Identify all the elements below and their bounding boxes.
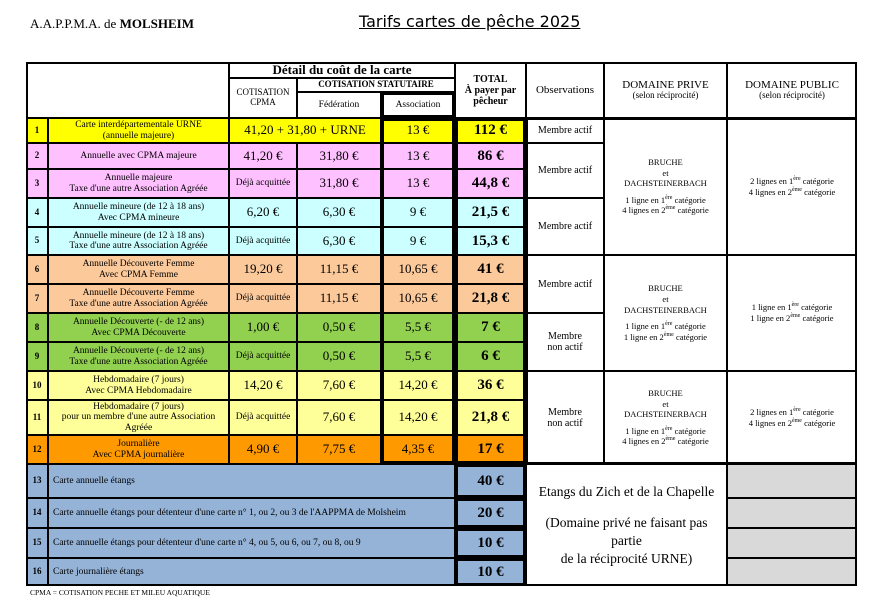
row-federation-text: 7,60 € — [322, 377, 356, 393]
observations-label: Observations — [535, 83, 595, 96]
row-association-text: 14,20 € — [398, 409, 438, 425]
etang-row-number — [26, 528, 48, 558]
etang-public-empty — [727, 528, 857, 558]
etangs-note-line1: Etangs du Zich et de la Chapelle — [538, 483, 715, 499]
domaine-public-group3-cat0-suffix: catégorie — [800, 406, 834, 417]
etang-row-total — [455, 464, 526, 498]
domaine-public-group1-cat0-prefix: 2 lignes en 1 — [750, 175, 794, 186]
domaine-prive-group1 — [604, 118, 727, 255]
etangs-note — [526, 464, 727, 586]
domaine-prive-group1-cat0 — [625, 195, 706, 206]
row-label-line2: Taxe d'une autre Association Agréée — [69, 183, 208, 194]
row-label-line1: Hebdomadaire (7 jours) — [93, 401, 184, 412]
row-federation-text: 31,80 € — [319, 147, 359, 163]
domaine-public-group2-cat0-suffix: catégorie — [798, 302, 833, 313]
row-label — [48, 255, 229, 284]
dom-bruche: BRUCHE — [648, 283, 683, 294]
domaine-prive-group2-cat1-suffix: catégorie — [673, 331, 708, 342]
row-cpma — [229, 371, 297, 400]
header-association — [381, 92, 455, 118]
row-number — [26, 143, 48, 169]
row-federation-text: 31,80 € — [319, 175, 359, 191]
domaine-prive-group1-cat0-suffix: catégorie — [672, 194, 706, 205]
domaine-public-group2-cat0 — [752, 302, 833, 313]
row-label-line2: Avec CPMA Femme — [99, 269, 178, 280]
etang-label-text: Carte annuelle étangs pour détenteur d'une carte n° 1, ou 2, ou 3 de l'AAPPMA de Molsheim — [53, 507, 406, 518]
row-total-text: 86 € — [477, 147, 504, 164]
row-association — [381, 400, 455, 435]
row-number — [26, 169, 48, 198]
domaine-prive-group3-cat0-suffix: catégorie — [672, 425, 706, 436]
row-total — [455, 371, 526, 400]
row-label — [48, 143, 229, 169]
total-l1: TOTAL — [473, 73, 508, 85]
etang-number-text: 16 — [32, 566, 42, 577]
row-total-text: 6 € — [481, 348, 500, 365]
row-federation-text: 7,60 € — [322, 409, 356, 425]
row-label — [48, 313, 229, 342]
etang-row-number — [26, 498, 48, 528]
row-total — [455, 400, 526, 435]
row-cpma — [229, 255, 297, 284]
row-total — [455, 313, 526, 342]
row-number-text: 2 — [34, 150, 40, 161]
row-cpma-text: 41,20 € — [243, 147, 283, 163]
organization-name: A.A.P.P.M.A. de MOLSHEIM — [30, 16, 194, 31]
row-association-text: 10,65 € — [398, 261, 438, 277]
domaine-public-group3-cat1 — [749, 418, 835, 429]
etang-public-empty — [727, 558, 857, 586]
obs-rows-6-7 — [526, 255, 604, 313]
dom-et: et — [662, 294, 669, 305]
row-association — [381, 342, 455, 371]
row-number-text: 4 — [34, 206, 40, 217]
row-cpma-text: Déjà acquittée — [235, 178, 291, 189]
etangs-note-line4: de la réciprocité URNE) — [560, 550, 693, 566]
row-cpma — [229, 198, 297, 227]
row-association — [381, 198, 455, 227]
domaine-public-group3 — [727, 371, 857, 464]
etang-number-text: 14 — [32, 507, 42, 518]
domaine-public-group1-cat1-prefix: 4 lignes en 2 — [748, 186, 792, 197]
row-association — [381, 143, 455, 169]
row-association-text: 5,5 € — [405, 319, 431, 335]
domaine-public-group2-cat0-sup: ère — [791, 302, 799, 309]
row-association — [381, 435, 455, 464]
obs-text-1: Membre — [548, 331, 582, 342]
row-total — [455, 118, 526, 143]
row-cpma-text: Déjà acquittée — [235, 235, 291, 246]
obs-rows-4-5 — [526, 198, 604, 255]
row-cpma-text: Déjà acquittée — [235, 412, 291, 423]
row-total — [455, 435, 526, 464]
row-number-text: 8 — [34, 321, 40, 332]
row-label — [48, 284, 229, 313]
detail-label: Détail du coût de la carte — [272, 62, 412, 77]
row-total-text: 44,8 € — [471, 175, 510, 192]
etang-row-label — [48, 464, 455, 498]
header-cpma — [229, 78, 297, 118]
row-federation-text: 0,50 € — [322, 348, 356, 364]
domaine-public-group3-cat0-sup: ère — [793, 407, 801, 414]
row-federation — [297, 313, 381, 342]
row-federation-text: 6,30 € — [322, 204, 356, 220]
row-federation-text: 11,15 € — [319, 290, 359, 306]
row-association-text: 14,20 € — [398, 377, 438, 393]
domaine-public-group1-cat0-sup: ère — [793, 176, 801, 183]
dom-et: et — [662, 398, 669, 409]
header-total — [455, 62, 526, 118]
row-number-text: 10 — [32, 379, 42, 390]
domaine-prive-group3-cat1-sup: ème — [665, 436, 676, 443]
domaine-public-group2-cat1-suffix: catégorie — [800, 313, 834, 323]
etang-public-empty — [727, 464, 857, 498]
etang-row-total — [455, 528, 526, 558]
row-number-text: 3 — [34, 177, 40, 188]
row-cpma — [229, 435, 297, 464]
header-domaine-public — [727, 62, 857, 118]
dom-dachstein: DACHSTEINERBACH — [624, 178, 707, 189]
domaine-prive-group2-cat1-sup: ème — [663, 332, 674, 339]
federation-label: Fédération — [318, 99, 360, 110]
dom-bruche: BRUCHE — [648, 156, 683, 167]
row-number — [26, 118, 48, 143]
domaine-prive-group3-cat1 — [622, 436, 708, 447]
obs-rows-2-3 — [526, 143, 604, 198]
domaine-public-group2-cat1-prefix: 1 ligne en 2 — [750, 313, 791, 323]
row-number — [26, 342, 48, 371]
domaine-prive-group1-cat0-sup: ère — [665, 194, 673, 201]
row-label-line1: Hebdomadaire (7 jours) — [93, 375, 184, 386]
row-label-line1: Annuelle Découverte (- de 12 ans) — [72, 346, 205, 357]
domaine-prive-group3-cat1-prefix: 4 lignes en 2 — [622, 436, 666, 447]
obs-text: Membre actif — [537, 278, 593, 290]
row-federation — [297, 227, 381, 255]
row-label-line1: Annuelle avec CPMA majeure — [80, 150, 197, 161]
row-association-text: 13 € — [406, 147, 430, 163]
domaine-prive-group1-cat0-prefix: 1 ligne en 1 — [625, 194, 666, 205]
row-total — [455, 284, 526, 313]
domaine-prive-group1-cat1 — [622, 205, 708, 216]
row-total-text: 17 € — [477, 441, 504, 458]
dom-et: et — [662, 167, 669, 178]
row-association — [381, 118, 455, 143]
dpub-sub: (selon réciprocité) — [759, 90, 825, 101]
header-detail — [229, 62, 455, 78]
row-association-text: 9 € — [409, 204, 427, 220]
row-number-text: 7 — [34, 292, 40, 303]
domaine-public-group1-cat0 — [750, 176, 834, 187]
domaine-public-group2-cat1 — [750, 313, 833, 324]
row-cpma — [229, 227, 297, 255]
row-cpma-combined — [229, 118, 381, 143]
row-number — [26, 198, 48, 227]
domaine-public-group3-cat0 — [750, 407, 834, 418]
statutaire-label: COTISATION STATUTAIRE — [318, 79, 434, 90]
row-total — [455, 255, 526, 284]
row-label-line1: Annuelle Découverte Femme — [82, 259, 195, 270]
etang-row-label — [48, 528, 455, 558]
domaine-prive-group3 — [604, 371, 727, 464]
row-federation — [297, 255, 381, 284]
row-number-text: 6 — [34, 263, 40, 274]
row-label-line2: Taxe d'une autre Association Agréée — [69, 356, 208, 367]
row-total-text: 112 € — [474, 122, 507, 139]
dp-sub: (selon réciprocité) — [632, 90, 699, 101]
header-observations — [526, 62, 604, 118]
row-federation — [297, 284, 381, 313]
domaine-public-group1-cat0-suffix: catégorie — [800, 175, 834, 186]
row-label — [48, 342, 229, 371]
row-cpma — [229, 342, 297, 371]
domaine-prive-group2-cat1 — [624, 332, 707, 343]
dom-bruche: BRUCHE — [648, 387, 683, 398]
domaine-public-group2-cat0-prefix: 1 ligne en 1 — [751, 302, 792, 313]
row-association-text: 9 € — [409, 232, 427, 248]
tariff-table — [26, 62, 857, 586]
etang-total-text: 10 € — [477, 534, 504, 551]
row-label — [48, 227, 229, 255]
row-total-text: 21,8 € — [471, 409, 510, 426]
row-total-text: 36 € — [477, 377, 504, 394]
etang-total-text: 10 € — [477, 563, 504, 580]
etang-number-text: 15 — [32, 537, 42, 548]
header-statutaire — [297, 78, 455, 92]
etangs-note-line2: (Domaine privé ne faisant pas — [545, 515, 708, 531]
row-federation — [297, 342, 381, 371]
row-label — [48, 169, 229, 198]
domaine-prive-group3-cat1-suffix: catégorie — [675, 436, 709, 447]
obs-row1 — [526, 118, 604, 143]
domaine-prive-group1-cat1-prefix: 4 lignes en 2 — [622, 205, 666, 216]
row-total-text: 41 € — [477, 261, 504, 278]
row-total-text: 7 € — [481, 319, 500, 336]
dpub-title: DOMAINE PUBLIC — [745, 79, 839, 91]
row-association — [381, 227, 455, 255]
row-total — [455, 227, 526, 255]
obs-text: Membre actif — [537, 165, 593, 176]
domaine-prive-group3-cat0 — [625, 426, 706, 437]
row-number-text: 1 — [34, 124, 40, 135]
etang-row-number — [26, 464, 48, 498]
row-label-line1: Annuelle Découverte Femme — [82, 288, 195, 299]
dom-dachstein: DACHSTEINERBACH — [624, 304, 707, 315]
row-total-text: 15,3 € — [471, 232, 510, 249]
row-federation — [297, 435, 381, 464]
row-label — [48, 435, 229, 464]
row-number — [26, 255, 48, 284]
row-federation-text: 11,15 € — [319, 261, 359, 277]
obs-text: Membre actif — [537, 125, 593, 136]
etang-row-total — [455, 498, 526, 528]
row-total — [455, 143, 526, 169]
row-association — [381, 169, 455, 198]
etang-row-label — [48, 498, 455, 528]
page-title: Tarifs cartes de pêche 2025 — [359, 12, 581, 31]
row-association-text: 13 € — [406, 175, 430, 191]
row-federation — [297, 400, 381, 435]
row-association-text: 13 € — [406, 122, 430, 138]
cpma-label: COTISATION CPMA — [236, 87, 290, 107]
row-association — [381, 313, 455, 342]
etang-row-total — [455, 558, 526, 586]
row-label-line1: Annuelle Découverte (- de 12 ans) — [72, 317, 205, 328]
domaine-public-group2-cat1-sup: ème — [790, 313, 801, 320]
row-cpma — [229, 313, 297, 342]
domaine-public-group3-cat1-prefix: 4 lignes en 2 — [748, 417, 792, 428]
row-association-text: 4,35 € — [401, 441, 435, 457]
row-number-text: 9 — [34, 350, 40, 361]
row-label — [48, 371, 229, 400]
row-label-line1: Annuelle mineure (de 12 à 18 ans) — [72, 230, 205, 241]
row-label-line2: Taxe d'une autre Association Agréée — [69, 298, 208, 309]
obs-rows-10-12 — [526, 371, 604, 464]
domaine-prive-group1-cat1-sup: ème — [665, 205, 676, 212]
domaine-public-group1-cat1-suffix: catégorie — [801, 186, 836, 197]
row-total — [455, 342, 526, 371]
row-cpma-text: 6,20 € — [246, 204, 280, 220]
row-number — [26, 400, 48, 435]
row-federation — [297, 143, 381, 169]
row-label — [48, 118, 229, 143]
etang-public-empty — [727, 498, 857, 528]
header-federation — [297, 92, 381, 118]
total-l2: À payer par — [464, 84, 517, 96]
domaine-prive-group2-cat0-suffix: catégorie — [672, 321, 706, 332]
row-number-text: 11 — [32, 411, 42, 422]
etang-total-text: 20 € — [477, 504, 504, 521]
dom-dachstein: DACHSTEINERBACH — [624, 409, 707, 420]
row-label-line2: Avec CPMA journalière — [92, 449, 185, 460]
row-federation-text: 7,75 € — [322, 441, 356, 457]
row-label-line2: Taxe d'une autre Association Agréée — [69, 241, 208, 251]
row-label-line1: Annuelle mineure (de 12 à 18 ans) — [72, 202, 205, 213]
row-label-line1: Annuelle majeure — [104, 173, 173, 184]
domaine-public-group1 — [727, 118, 857, 255]
row-cpma-text: 1,00 € — [246, 319, 280, 335]
row-number-text: 5 — [34, 235, 40, 246]
etang-row-number — [26, 558, 48, 586]
etang-label-text: Carte annuelle étangs pour détenteur d'une carte n° 4, ou 5, ou 6, ou 7, ou 8, ou 9 — [53, 537, 361, 548]
row-label-line2: Avec CPMA Hebdomadaire — [85, 385, 192, 396]
row-label-line2: Avec CPMA Découverte — [91, 327, 186, 338]
obs-text-2: non actif — [547, 342, 583, 353]
domaine-prive-group2-cat0 — [625, 321, 706, 332]
domaine-public-group2 — [727, 255, 857, 371]
row-number — [26, 227, 48, 255]
row-number — [26, 284, 48, 313]
row-label-line2: pour un membre d'une autre Association — [61, 412, 216, 423]
domaine-prive-group2-cat1-prefix: 1 ligne en 2 — [623, 331, 664, 342]
etang-label-text: Carte annuelle étangs — [53, 475, 135, 486]
row-federation — [297, 198, 381, 227]
row-label-line1: Carte interdépartementale URNE — [75, 120, 202, 131]
row-federation — [297, 169, 381, 198]
domaine-public-group1-cat1-sup: ème — [791, 186, 802, 193]
obs-text-2: non actif — [547, 417, 583, 429]
domaine-prive-group2-cat0-prefix: 1 ligne en 1 — [625, 321, 666, 332]
domaine-public-group3-cat1-suffix: catégorie — [801, 417, 836, 428]
dp-title: DOMAINE PRIVE — [622, 79, 709, 91]
etang-number-text: 13 — [32, 475, 42, 486]
row-cpma — [229, 169, 297, 198]
row-label — [48, 400, 229, 435]
row-federation — [297, 371, 381, 400]
obs-text: Membre actif — [537, 221, 593, 232]
row-federation-text: 0,50 € — [322, 319, 356, 335]
row-association — [381, 284, 455, 313]
domaine-public-group3-cat1-sup: ème — [791, 417, 802, 424]
row-association — [381, 371, 455, 400]
etang-label-text: Carte journalière étangs — [53, 566, 144, 577]
domaine-public-group3-cat0-prefix: 2 lignes en 1 — [750, 406, 794, 417]
row-cpma-text: 41,20 + 31,80 + URNE — [244, 122, 366, 138]
row-label — [48, 198, 229, 227]
row-cpma-text: Déjà acquittée — [235, 293, 291, 304]
row-total — [455, 169, 526, 198]
footnote: CPMA = COTISATION PECHE ET MILEU AQUATIQUE — [30, 588, 210, 597]
etangs-note-line3: partie — [611, 533, 642, 548]
etang-total-text: 40 € — [477, 472, 504, 489]
domaine-public-group1-cat1 — [749, 187, 835, 198]
row-federation-text: 6,30 € — [322, 232, 356, 248]
domaine-prive-group1-cat1-suffix: catégorie — [675, 205, 709, 216]
row-total-text: 21,8 € — [471, 290, 510, 307]
row-cpma-text: Déjà acquittée — [235, 351, 291, 362]
domaine-prive-group2-cat0-sup: ère — [665, 321, 673, 328]
row-cpma — [229, 284, 297, 313]
etang-row-label — [48, 558, 455, 586]
row-label-line3: Agréée — [124, 422, 153, 433]
row-number — [26, 435, 48, 464]
row-label-line2: Avec CPMA mineure — [97, 212, 180, 223]
row-label-line2: (annuelle majeure) — [102, 130, 175, 141]
association-label: Association — [395, 99, 441, 110]
row-cpma — [229, 400, 297, 435]
total-l3: pêcheur — [473, 95, 508, 107]
row-association-text: 5,5 € — [405, 348, 431, 364]
row-association — [381, 255, 455, 284]
row-cpma — [229, 143, 297, 169]
row-label-line1: Journalière — [117, 439, 160, 450]
row-cpma-text: 19,20 € — [243, 261, 283, 277]
domaine-prive-group3-cat0-prefix: 1 ligne en 1 — [625, 425, 666, 436]
row-total-text: 21,5 € — [471, 204, 510, 221]
domaine-prive-group3-cat0-sup: ère — [665, 425, 673, 432]
row-cpma-text: 4,90 € — [246, 441, 280, 457]
row-total — [455, 198, 526, 227]
row-number — [26, 313, 48, 342]
obs-text-1: Membre — [548, 406, 582, 418]
row-cpma-text: 14,20 € — [243, 377, 283, 393]
row-number-text: 12 — [32, 443, 42, 454]
obs-rows-8-9 — [526, 313, 604, 371]
header-domaine-prive — [604, 62, 727, 118]
header-blank — [26, 62, 229, 118]
row-association-text: 10,65 € — [398, 290, 438, 306]
row-number — [26, 371, 48, 400]
domaine-prive-group2 — [604, 255, 727, 371]
